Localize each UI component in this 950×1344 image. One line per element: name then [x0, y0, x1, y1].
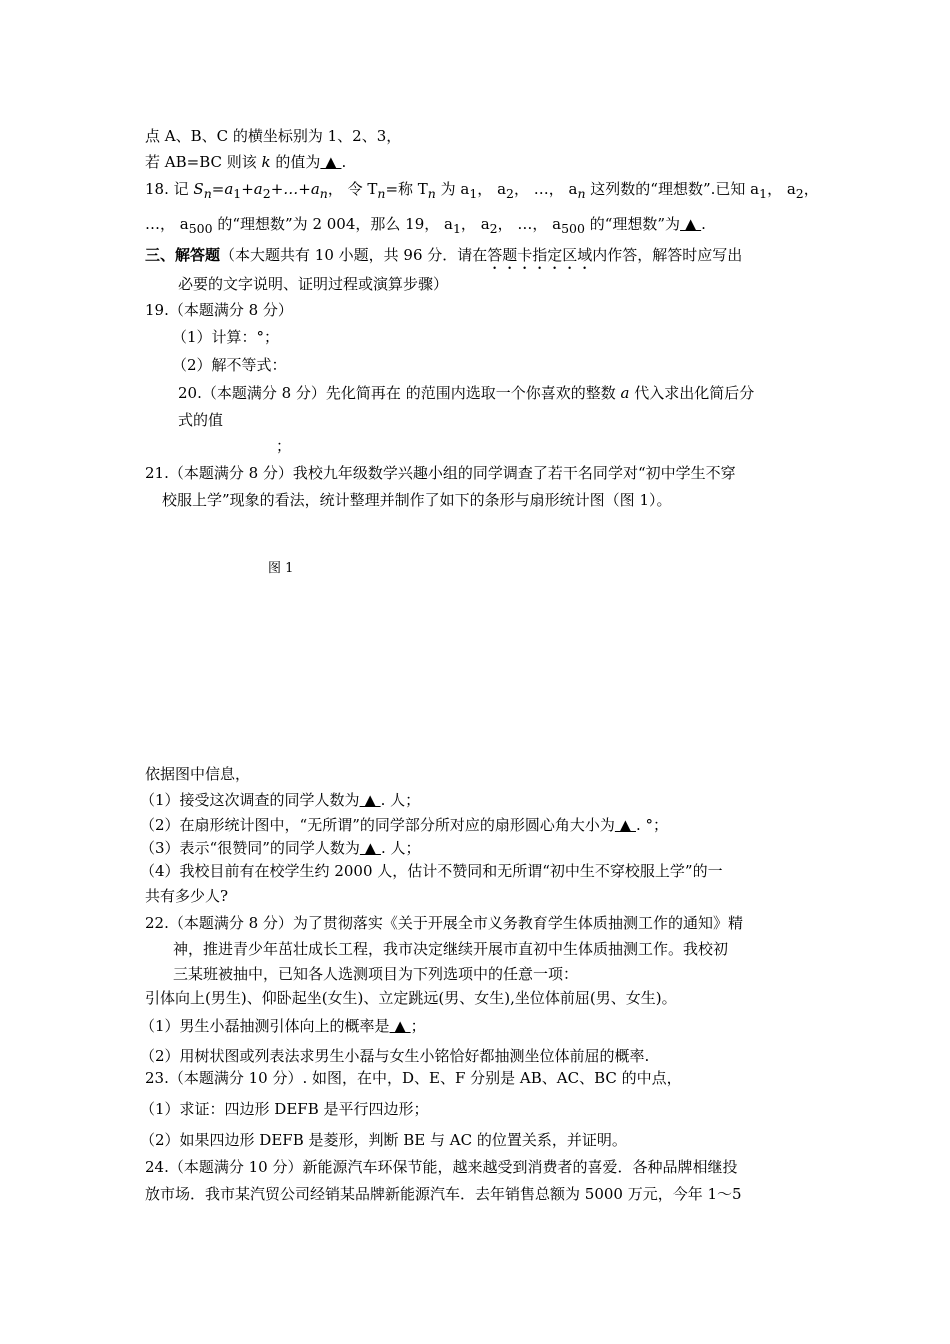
- answer-blank: ▲: [359, 791, 381, 809]
- question-21-info: 依据图中信息，: [145, 765, 251, 783]
- question-23-title: 23.（本题满分 10 分）. 如图，在中，D、E、F 分别是 AB、AC、BC 的中点，: [145, 1069, 682, 1087]
- question-23-part-2: （2）如果四边形 DEFB 是菱形，判断 BE 与 AC 的位置关系，并证明。: [140, 1131, 627, 1149]
- text-line-1: 点 A、B、C 的横坐标别为 1、2、3，: [145, 127, 402, 145]
- question-18-line-2: …， $a_{500}$ 的“理想数”为 2 004，那么 19， $a_1$， $a_2$， …， $a_{500}$ 的“理想数”为 ▲ .: [145, 215, 706, 236]
- question-22-line-3: 三某班被抽中，已知各人选测项目为下列选项中的任意一项：: [173, 965, 579, 983]
- question-18-line-1: 18. 记 $S_n=a_1+a_2+\dots+a_n$， 令 $T_n=$称 $T_n$ 为 $a_1$， $a_2$， …， $a_n$ 这列数的“理想数”.已知 $a_1$， $a_2$，: [145, 180, 819, 201]
- question-21-part-3: （3）表示“很赞同”的同学人数为 ▲ . 人；: [140, 839, 421, 857]
- answer-blank: ▲: [359, 839, 381, 857]
- question-21-part-4-line-2: 共有多少人?: [145, 887, 229, 905]
- question-20-line-3: ；: [276, 437, 292, 455]
- question-21-part-2: （2）在扇形统计图中，“无所谓”的同学部分所对应的扇形圆心角大小为 ▲ . °；: [140, 816, 669, 834]
- answer-blank: ▲: [389, 1017, 411, 1035]
- question-22-line-1: 22.（本题满分 8 分）为了贯彻落实《关于开展全市义务教育学生体质抽测工作的通知》精: [145, 914, 743, 932]
- question-22-part-2: （2）用树状图或列表法求男生小磊与女生小铭恰好都抽测坐位体前屈的概率.: [140, 1047, 650, 1065]
- answer-blank: ▲: [614, 816, 636, 834]
- question-22-part-1: （1）男生小磊抽测引体向上的概率是 ▲ ；: [140, 1017, 426, 1035]
- section-3-heading: 三、解答题（本大题共有 10 小题，共 96 分．请在答题卡指定区域内作答，解答时应写出: [145, 246, 743, 264]
- question-21-line-2: 校服上学”现象的看法，统计整理并制作了如下的条形与扇形统计图（图 1）。: [162, 491, 672, 509]
- question-24-line-1: 24.（本题满分 10 分）新能源汽车环保节能，越来越受到消费者的喜爱．各种品牌相继投: [145, 1158, 738, 1176]
- question-20-line-1: 20.（本题满分 8 分）先化简再在 的范围内选取一个你喜欢的整数 a 代入求出化简后分: [178, 384, 755, 402]
- question-20-line-2: 式的值: [178, 411, 224, 429]
- question-21-part-1: （1）接受这次调查的同学人数为 ▲ . 人；: [140, 791, 421, 809]
- question-22-line-2: 神，推进青少年茁壮成长工程，我市决定继续开展市直初中生体质抽测工作。我校初: [173, 940, 729, 958]
- question-21-line-1: 21.（本题满分 8 分）我校九年级数学兴趣小组的同学调查了若干名同学对“初中学生不穿: [145, 464, 736, 482]
- question-22-line-4: 引体向上(男生)、仰卧起坐(女生)、立定跳远(男、女生),坐位体前屈(男、女生)。: [145, 989, 677, 1007]
- question-19-part-2: （2）解不等式：: [172, 356, 287, 374]
- question-19-part-1: （1）计算：°；: [172, 328, 280, 346]
- question-24-line-2: 放市场．我市某汽贸公司经销某品牌新能源汽车．去年销售总额为 5000 万元，今年 1～5: [145, 1185, 742, 1203]
- section-3-line-2: 必要的文字说明、证明过程或演算步骤）: [178, 275, 449, 293]
- figure-1-caption: 图 1: [268, 561, 294, 576]
- answer-blank: ▲: [680, 215, 702, 233]
- text-line-2: 若 AB=BC 则该 k 的值为 ▲ .: [145, 153, 347, 171]
- question-19-title: 19.（本题满分 8 分）: [145, 301, 293, 319]
- question-21-part-4-line-1: （4）我校目前有在校学生约 2000 人，估计不赞同和无所谓“初中生不穿校服上学”的一: [140, 862, 723, 880]
- question-23-part-1: （1）求证：四边形 DEFB 是平行四边形；: [140, 1100, 429, 1118]
- answer-blank: ▲: [320, 153, 342, 171]
